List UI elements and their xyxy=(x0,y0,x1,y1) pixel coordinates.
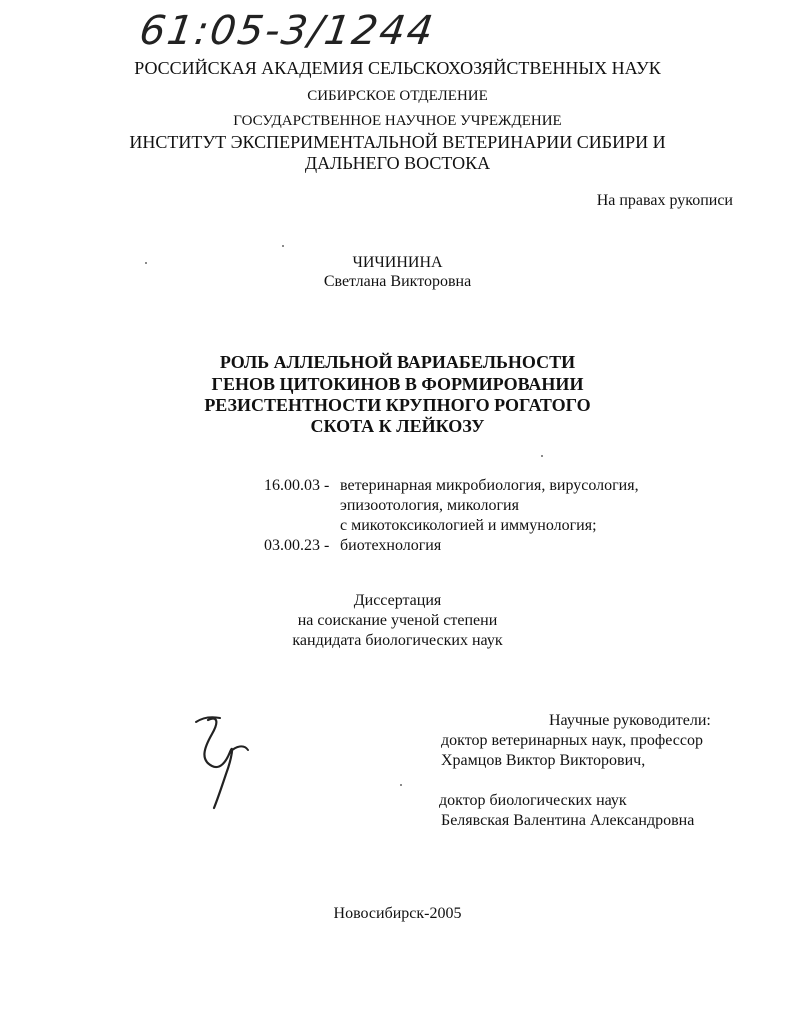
specialty-text-line: с микотоксикологией и иммунология; xyxy=(340,517,597,534)
specialty-code: 03.00.23 - xyxy=(264,537,330,554)
academy-name: РОССИЙСКАЯ АКАДЕМИЯ СЕЛЬСКОХОЗЯЙСТВЕННЫХ НАУК xyxy=(134,58,661,78)
advisors-heading: Научные руководители: xyxy=(549,712,711,729)
degree-purpose-line: на соискание ученой степени xyxy=(297,612,498,629)
branch-name: СИБИРСКОЕ ОТДЕЛЕНИЕ xyxy=(307,88,488,104)
advisor-degree: доктор ветеринарных наук, профессор xyxy=(441,732,703,749)
scan-speck xyxy=(145,262,147,264)
degree-name-line: кандидата биологических наук xyxy=(292,632,503,649)
specialty-text-line: эпизоотология, микология xyxy=(340,497,519,514)
manuscript-rights-note: На правах рукописи xyxy=(596,192,733,209)
dissertation-title-line: РЕЗИСТЕНТНОСТИ КРУПНОГО РОГАТОГО xyxy=(204,395,591,415)
advisor-degree: доктор биологических наук xyxy=(439,792,627,809)
author-surname: ЧИЧИНИНА xyxy=(352,254,443,271)
advisor-name: Храмцов Виктор Викторович, xyxy=(441,752,646,769)
advisor-name: Белявская Валентина Александровна xyxy=(441,812,695,829)
institute-name-line1: ИНСТИТУТ ЭКСПЕРИМЕНТАЛЬНОЙ ВЕТЕРИНАРИИ СИБИРИ И xyxy=(129,132,666,152)
scan-speck xyxy=(282,245,284,247)
specialty-text-line: ветеринарная микробиология, вирусология, xyxy=(340,477,639,494)
archive-code-handwritten: 61:05-3/1244 xyxy=(136,8,438,54)
dissertation-title-line: РОЛЬ АЛЛЕЛЬНОЙ ВАРИАБЕЛЬНОСТИ xyxy=(219,352,576,372)
specialty-code: 16.00.03 - xyxy=(264,477,330,494)
dissertation-title-line: СКОТА К ЛЕЙКОЗУ xyxy=(310,416,485,436)
dissertation-label: Диссертация xyxy=(353,592,442,609)
dissertation-title-line: ГЕНОВ ЦИТОКИНОВ В ФОРМИРОВАНИИ xyxy=(211,374,584,394)
handwritten-signature xyxy=(190,712,260,812)
specialty-text-line: биотехнология xyxy=(340,537,442,554)
institute-name-line2: ДАЛЬНЕГО ВОСТОКА xyxy=(304,153,491,173)
city-year: Новосибирск-2005 xyxy=(333,905,462,922)
institution-type: ГОСУДАРСТВЕННОЕ НАУЧНОЕ УЧРЕЖДЕНИЕ xyxy=(233,113,562,129)
scan-speck xyxy=(400,784,402,786)
author-name: Светлана Викторовна xyxy=(323,273,472,290)
scan-speck xyxy=(541,455,543,457)
